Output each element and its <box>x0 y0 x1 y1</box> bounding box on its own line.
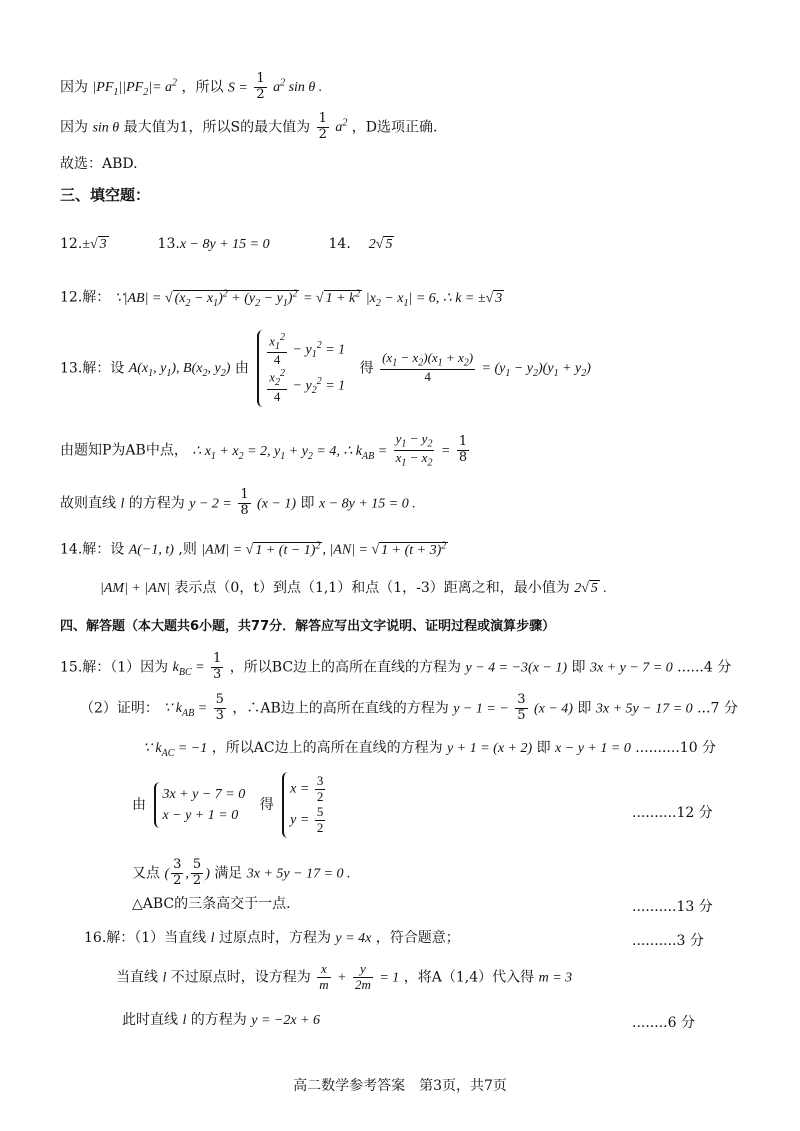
formula: 3x + 5y − 17 = 0 . <box>246 866 351 882</box>
formula: x − y + 1 = 0 <box>555 741 631 756</box>
score-mark: ..........13 分 <box>632 899 713 915</box>
solution-line: ∵ $k_{AC} = -1$ ，所以AC边上的高所在直线的方程为 y + 1 = (x + 2) 即 x − y + 1 = 0 ..........10 分 <box>143 740 717 759</box>
formula: A(−1, t) <box>128 542 174 558</box>
formula: + <box>337 970 347 986</box>
fraction: $\frac{y}{2m}$ <box>355 961 371 992</box>
solution-line: 16.解：（1）当直线 l 过原点时，方程为 y = 4x ，符合题意； <box>84 930 460 946</box>
fraction: $\frac{3}{5}$ <box>517 692 526 723</box>
formula: = <box>440 443 451 459</box>
formula: ∵ $k_{AC} = -1$ <box>143 741 208 759</box>
formula: $k_{BC}$ = <box>172 660 205 679</box>
fraction: $\frac{x}{m}$ <box>319 961 329 992</box>
equation-system: 3x + y − 7 = 0 x − y + 1 = 0 <box>154 782 251 828</box>
formula: $a^2$ sin θ . <box>273 77 323 96</box>
solution-line: △ABC的三条高交于一点. <box>132 896 291 912</box>
fraction: $\frac{5}{2}$ <box>192 857 202 888</box>
formula: $|PF_1||PF_2|= a^2$ <box>92 77 178 99</box>
fraction: $\frac{(x_1 - x_2)(x_1 + x_2)}{4}$ <box>382 350 474 385</box>
solution-line: 又点 ( $\frac{3}{2}$ , $\frac{5}{2}$ ) 满足 3x + 5y − 17 = 0 . <box>132 857 351 888</box>
formula: $A(x_1$, $y_1$), $B(x_2$, $y_2$) <box>128 361 231 380</box>
formula: l <box>162 970 167 986</box>
formula: l <box>182 1013 187 1028</box>
solution-line: |AM| + |AN| 表示点（0，t）到点（1,1）和点（1，-3）距离之和，最小值为 2√ 5 . <box>100 580 607 596</box>
formula: |AM| = √ $1 + (t - 1)^2$ , |AN| = √ $1 + (t + 3)^2$ <box>201 540 447 558</box>
solution-line: 14.解：设 A(−1, t) ,则 |AM| = √ $1 + (t - 1)^2$ , |AN| = √ $1 + (t + 3)^2$ <box>60 540 447 558</box>
fraction: $\frac{1}{3}$ <box>213 651 222 682</box>
fraction: $\frac{1}{2}$ <box>256 71 265 102</box>
formula: y − 1 = − <box>453 701 509 717</box>
solution-line: 因为 $|PF_1||PF_2|= a^2$ ，所以 S = $\frac{1}{2}$ $a^2$ sin θ . <box>60 71 323 102</box>
formula: x − 8y + 15 = 0 . <box>318 496 416 512</box>
solution-line: 当直线 l 不过原点时，设方程为 $\frac{x}{m}$ + $\frac{y}{2m}$ = 1 ，将A（1,4）代入得 m = 3 <box>116 961 573 992</box>
formula: x − 8y + 15 = 0 <box>179 237 270 252</box>
formula: (x − 4) <box>533 701 573 717</box>
solution-line: 15.解：（1）因为 $k_{BC}$ = $\frac{1}{3}$ ，所以BC边上的高所在直线的方程为 y − 4 = −3(x − 1) 即 3x + y − 7 = 0 ......4 分 <box>60 651 732 682</box>
formula: ( <box>164 866 170 882</box>
solution-line: 由题知P为AB中点， ∴ $x_1 + x_2 = 2$, $y_1 + y_2 = 4$, ∴ $k_{AB}$ = $\frac{y_1 - y_2}{x_1 - x_2}$ = $\frac{1}{8}$ <box>60 431 468 469</box>
solution-line: （2）证明： ∵ $k_{AB}$ = $\frac{5}{3}$ ，∴AB边上的高所在直线的方程为 y − 1 = − $\frac{3}{5}$ (x − 4) 即 3x + 5y − 17 = 0 ...7 分 <box>80 692 738 723</box>
formula: 2√ 5 . <box>574 581 607 596</box>
answers-line: 12.±√ 3 13.x − 8y + 15 = 0 14. 2√ 5 <box>60 236 393 252</box>
score-mark: ..........10 分 <box>635 740 717 756</box>
page-footer: 高二数学参考答案 第3页，共7页 <box>293 1078 507 1094</box>
score-mark: ......4 分 <box>677 659 732 676</box>
formula: l <box>120 496 125 512</box>
formula: 3x + y − 7 = 0 <box>589 660 673 676</box>
equation-system: x = $\frac{3}{2}$ y = $\frac{5}{2}$ <box>282 772 333 838</box>
fraction: $\frac{1}{8}$ <box>240 487 249 518</box>
formula: = 1 <box>379 970 400 986</box>
formula: ∵ $k_{AB}$ = <box>163 701 208 720</box>
formula: $a^2$ <box>335 117 348 136</box>
solution-line: 13.解：设 $A(x_1$, $y_1$), $B(x_2$, $y_2$) 由 $\frac{x_1^2}{4}$ − $y_1^2 = 1$ $\frac{x_2^2}{4}$ − $y_2^2 = 1$ 得 $\frac{(x_1 - x_2)(x_1 + x_2)}{4}$ = $(y_1 - y_2)(y_1 + y_2)$ <box>60 330 591 407</box>
solution-line: 故则直线 l 的方程为 y − 2 = $\frac{1}{8}$ (x − 1) 即 x − 8y + 15 = 0 . <box>60 487 416 518</box>
section-title: 三、填空题： <box>60 186 151 204</box>
fraction: $\frac{3}{2}$ <box>173 857 182 888</box>
formula: y + 1 = (x + 2) <box>447 741 533 756</box>
score-mark: ........6 分 <box>632 1015 695 1031</box>
solution-line: 此时直线 l 的方程为 y = −2x + 6 <box>122 1012 321 1028</box>
solution-line: 由 3x + y − 7 = 0 x − y + 1 = 0 得 x = $\frac{3}{2}$ y = $\frac{5}{2}$ <box>132 772 337 838</box>
formula: |AM| + |AN| <box>100 581 170 596</box>
fraction: $\frac{5}{3}$ <box>215 692 224 723</box>
formula: ±√ 3 <box>82 237 107 252</box>
score-mark: ..........3 分 <box>632 933 704 949</box>
formula: y − 2 = <box>189 496 232 512</box>
formula: (x − 1) <box>257 496 297 512</box>
formula: S = <box>227 80 248 96</box>
formula: 2√ 5 <box>368 237 393 252</box>
solution-line: 故选：ABD. <box>60 156 138 172</box>
score-mark: ..........12 分 <box>632 805 713 821</box>
score-mark: ...7 分 <box>697 700 738 717</box>
equation-system: $\frac{x_1^2}{4}$ − $y_1^2 = 1$ $\frac{x_2^2}{4}$ − $y_2^2 = 1$ <box>257 330 351 407</box>
fraction: $\frac{y_1 - y_2}{x_1 - x_2}$ <box>395 431 433 469</box>
fraction: $\frac{1}{8}$ <box>458 434 468 466</box>
formula: ∴ $x_1 + x_2 = 2$, $y_1 + y_2 = 4$, ∴ $k_{AB}$ = <box>192 443 388 462</box>
formula: y = −2x + 6 <box>251 1013 321 1028</box>
formula: l <box>210 931 215 946</box>
formula: = $(y_1 - y_2)(y_1 + y_2)$ <box>481 361 591 380</box>
formula: m = 3 <box>538 970 573 986</box>
solution-line: 12.解： ∵|AB| = √ $(x_2 - x_1)^2 + (y_2 - y_1)^2$ = √ $1 + k^2$ $|x_2 - x_1| = 6$, ∴ k = ±√ 3 <box>60 288 503 309</box>
formula: ∵|AB| = √ $(x_2 - x_1)^2 + (y_2 - y_1)^2$ = √ $1 + k^2$ $|x_2 - x_1| = 6$, ∴ k = ±√ 3 <box>114 288 503 309</box>
fraction: $\frac{1}{2}$ <box>318 111 327 142</box>
formula: 3x + 5y − 17 = 0 <box>595 701 693 717</box>
section-title: 四、解答题（本大题共6小题，共77分．解答应写出文字说明、证明过程或演算步骤） <box>60 619 556 634</box>
formula: y − 4 = −3(x − 1) <box>465 660 568 676</box>
formula: y = 4x <box>335 931 372 946</box>
formula: sin θ <box>92 120 120 136</box>
solution-line: 因为 sin θ 最大值为1，所以S的最大值为 $\frac{1}{2}$ $a^2$ ，D选项正确. <box>60 111 438 142</box>
